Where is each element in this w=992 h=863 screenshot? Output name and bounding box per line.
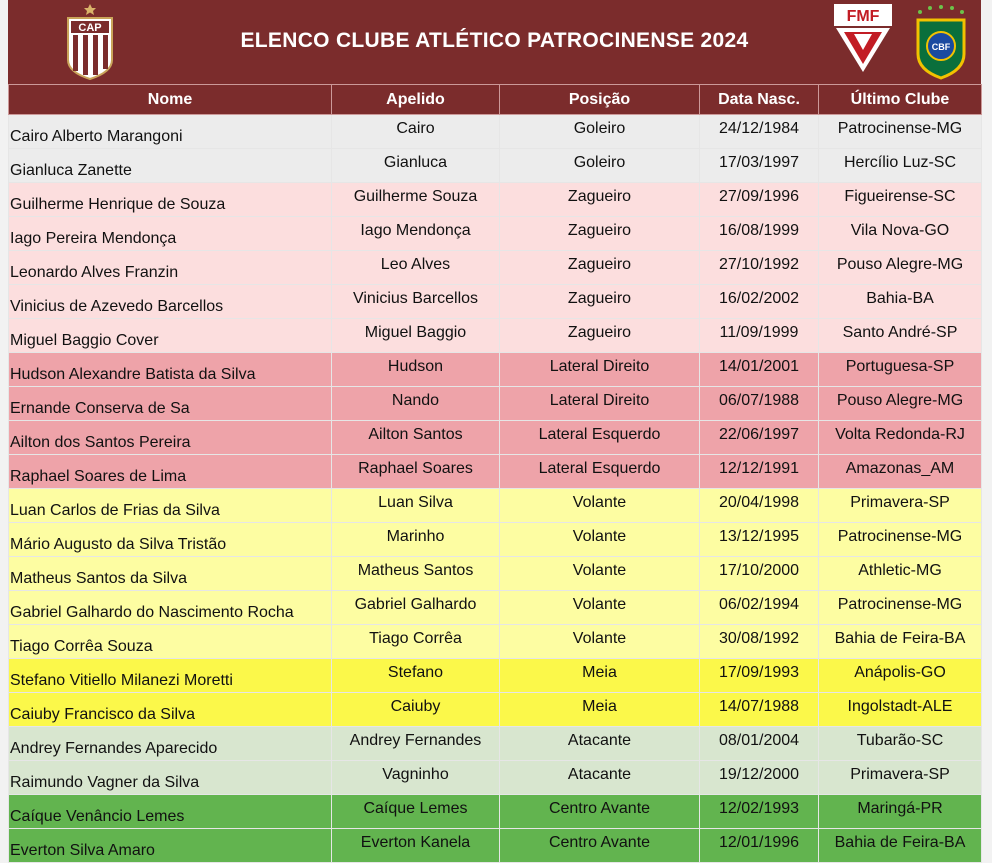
- nickname-cell: Leo Alves: [332, 251, 500, 285]
- birth-date-cell: 12/12/1991: [700, 455, 819, 489]
- last-club-cell: Bahia de Feira-BA: [819, 829, 982, 863]
- player-name-cell: Matheus Santos da Silva: [9, 557, 332, 591]
- table-row: [9, 727, 982, 761]
- nickname-cell: Matheus Santos: [332, 557, 500, 591]
- nickname-cell: Tiago Corrêa: [332, 625, 500, 659]
- table-row: [9, 115, 982, 149]
- nickname-cell: Guilherme Souza: [332, 183, 500, 217]
- birth-date-cell: 27/09/1996: [700, 183, 819, 217]
- table-row: [9, 523, 982, 557]
- birth-date-cell: 27/10/1992: [700, 251, 819, 285]
- nickname-cell: Raphael Soares: [332, 455, 500, 489]
- birth-date-cell: 14/07/1988: [700, 693, 819, 727]
- table-row: [9, 387, 982, 421]
- position-cell: Zagueiro: [500, 183, 700, 217]
- last-club-cell: Ingolstadt-ALE: [819, 693, 982, 727]
- nickname-cell: Gabriel Galhardo: [332, 591, 500, 625]
- player-name-cell: Hudson Alexandre Batista da Silva: [9, 353, 332, 387]
- cbf-logo-text: CBF: [931, 42, 951, 52]
- nickname-cell: Luan Silva: [332, 489, 500, 523]
- table-row: [9, 557, 982, 591]
- player-name-cell: Luan Carlos de Frias da Silva: [9, 489, 332, 523]
- table-row: [9, 659, 982, 693]
- column-header-posicao: Posição: [500, 85, 700, 115]
- nickname-cell: Caíque Lemes: [332, 795, 500, 829]
- page-title: ELENCO CLUBE ATLÉTICO PATROCINENSE 2024: [240, 29, 749, 52]
- nickname-cell: Cairo: [332, 115, 500, 149]
- position-cell: Lateral Esquerdo: [500, 455, 700, 489]
- position-cell: Atacante: [500, 727, 700, 761]
- last-club-cell: Amazonas_AM: [819, 455, 982, 489]
- position-cell: Zagueiro: [500, 285, 700, 319]
- birth-date-cell: 06/02/1994: [700, 591, 819, 625]
- table-row: [9, 251, 982, 285]
- last-club-cell: Hercílio Luz-SC: [819, 149, 982, 183]
- position-cell: Lateral Direito: [500, 387, 700, 421]
- nickname-cell: Andrey Fernandes: [332, 727, 500, 761]
- player-name-cell: Miguel Baggio Cover: [9, 319, 332, 353]
- position-cell: Volante: [500, 557, 700, 591]
- birth-date-cell: 06/07/1988: [700, 387, 819, 421]
- table-row: [9, 693, 982, 727]
- table-row: [9, 829, 982, 863]
- player-name-cell: Tiago Corrêa Souza: [9, 625, 332, 659]
- player-name-cell: Gabriel Galhardo do Nascimento Rocha: [9, 591, 332, 625]
- position-cell: Zagueiro: [500, 217, 700, 251]
- position-cell: Zagueiro: [500, 319, 700, 353]
- player-name-cell: Iago Pereira Mendonça: [9, 217, 332, 251]
- birth-date-cell: 17/03/1997: [700, 149, 819, 183]
- column-header-data-nasc: Data Nasc.: [700, 85, 819, 115]
- club-crest-text: CAP: [78, 22, 102, 34]
- nickname-cell: Gianluca: [332, 149, 500, 183]
- position-cell: Volante: [500, 591, 700, 625]
- player-name-cell: Raphael Soares de Lima: [9, 455, 332, 489]
- table-row: [9, 591, 982, 625]
- nickname-cell: Vinicius Barcellos: [332, 285, 500, 319]
- player-name-cell: Gianluca Zanette: [9, 149, 332, 183]
- header-banner: [8, 0, 981, 84]
- table-row: [9, 149, 982, 183]
- nickname-cell: Stefano: [332, 659, 500, 693]
- nickname-cell: Iago Mendonça: [332, 217, 500, 251]
- nickname-cell: Hudson: [332, 353, 500, 387]
- roster-sheet: [8, 0, 981, 859]
- last-club-cell: Portuguesa-SP: [819, 353, 982, 387]
- player-name-cell: Andrey Fernandes Aparecido: [9, 727, 332, 761]
- position-cell: Volante: [500, 625, 700, 659]
- position-cell: Meia: [500, 693, 700, 727]
- position-cell: Lateral Esquerdo: [500, 421, 700, 455]
- last-club-cell: Vila Nova-GO: [819, 217, 982, 251]
- table-row: [9, 625, 982, 659]
- position-cell: Goleiro: [500, 115, 700, 149]
- player-name-cell: Vinicius de Azevedo Barcellos: [9, 285, 332, 319]
- last-club-cell: Pouso Alegre-MG: [819, 387, 982, 421]
- roster-table: [8, 84, 982, 863]
- birth-date-cell: 08/01/2004: [700, 727, 819, 761]
- player-name-cell: Stefano Vitiello Milanezi Moretti: [9, 659, 332, 693]
- nickname-cell: Marinho: [332, 523, 500, 557]
- position-cell: Centro Avante: [500, 795, 700, 829]
- player-name-cell: Caíque Venâncio Lemes: [9, 795, 332, 829]
- position-cell: Goleiro: [500, 149, 700, 183]
- birth-date-cell: 17/10/2000: [700, 557, 819, 591]
- fmf-logo-text: FMF: [846, 8, 880, 25]
- birth-date-cell: 20/04/1998: [700, 489, 819, 523]
- table-row: [9, 353, 982, 387]
- table-row: [9, 217, 982, 251]
- nickname-cell: Vagninho: [332, 761, 500, 795]
- table-header-row: [9, 85, 982, 115]
- last-club-cell: Figueirense-SC: [819, 183, 982, 217]
- birth-date-cell: 16/08/1999: [700, 217, 819, 251]
- table-row: [9, 761, 982, 795]
- last-club-cell: Patrocinense-MG: [819, 115, 982, 149]
- position-cell: Volante: [500, 489, 700, 523]
- position-cell: Zagueiro: [500, 251, 700, 285]
- birth-date-cell: 24/12/1984: [700, 115, 819, 149]
- birth-date-cell: 16/02/2002: [700, 285, 819, 319]
- table-row: [9, 319, 982, 353]
- player-name-cell: Guilherme Henrique de Souza: [9, 183, 332, 217]
- last-club-cell: Anápolis-GO: [819, 659, 982, 693]
- player-name-cell: Mário Augusto da Silva Tristão: [9, 523, 332, 557]
- birth-date-cell: 19/12/2000: [700, 761, 819, 795]
- birth-date-cell: 12/01/1996: [700, 829, 819, 863]
- player-name-cell: Ailton dos Santos Pereira: [9, 421, 332, 455]
- fmf-logo-icon: [834, 4, 892, 74]
- birth-date-cell: 17/09/1993: [700, 659, 819, 693]
- birth-date-cell: 12/02/1993: [700, 795, 819, 829]
- column-header-apelido: Apelido: [332, 85, 500, 115]
- player-name-cell: Leonardo Alves Franzin: [9, 251, 332, 285]
- nickname-cell: Miguel Baggio: [332, 319, 500, 353]
- nickname-cell: Nando: [332, 387, 500, 421]
- table-row: [9, 795, 982, 829]
- position-cell: Volante: [500, 523, 700, 557]
- table-row: [9, 285, 982, 319]
- table-row: [9, 455, 982, 489]
- birth-date-cell: 30/08/1992: [700, 625, 819, 659]
- birth-date-cell: 11/09/1999: [700, 319, 819, 353]
- birth-date-cell: 14/01/2001: [700, 353, 819, 387]
- last-club-cell: Patrocinense-MG: [819, 523, 982, 557]
- table-row: [9, 489, 982, 523]
- position-cell: Meia: [500, 659, 700, 693]
- nickname-cell: Ailton Santos: [332, 421, 500, 455]
- last-club-cell: Volta Redonda-RJ: [819, 421, 982, 455]
- nickname-cell: Everton Kanela: [332, 829, 500, 863]
- last-club-cell: Tubarão-SC: [819, 727, 982, 761]
- player-name-cell: Cairo Alberto Marangoni: [9, 115, 332, 149]
- last-club-cell: Primavera-SP: [819, 489, 982, 523]
- player-name-cell: Ernande Conserva de Sa: [9, 387, 332, 421]
- position-cell: Atacante: [500, 761, 700, 795]
- player-name-cell: Caiuby Francisco da Silva: [9, 693, 332, 727]
- table-row: [9, 421, 982, 455]
- position-cell: Centro Avante: [500, 829, 700, 863]
- last-club-cell: Bahia de Feira-BA: [819, 625, 982, 659]
- birth-date-cell: 13/12/1995: [700, 523, 819, 557]
- last-club-cell: Bahia-BA: [819, 285, 982, 319]
- last-club-cell: Santo André-SP: [819, 319, 982, 353]
- player-name-cell: Everton Silva Amaro: [9, 829, 332, 863]
- last-club-cell: Primavera-SP: [819, 761, 982, 795]
- position-cell: Lateral Direito: [500, 353, 700, 387]
- cbf-logo-icon: [912, 4, 970, 80]
- table-row: [9, 183, 982, 217]
- table-body: [9, 115, 982, 863]
- last-club-cell: Pouso Alegre-MG: [819, 251, 982, 285]
- column-header-ultimo-clube: Último Clube: [819, 85, 982, 115]
- column-header-nome: Nome: [9, 85, 332, 115]
- player-name-cell: Raimundo Vagner da Silva: [9, 761, 332, 795]
- last-club-cell: Maringá-PR: [819, 795, 982, 829]
- last-club-cell: Patrocinense-MG: [819, 591, 982, 625]
- nickname-cell: Caiuby: [332, 693, 500, 727]
- last-club-cell: Athletic-MG: [819, 557, 982, 591]
- birth-date-cell: 22/06/1997: [700, 421, 819, 455]
